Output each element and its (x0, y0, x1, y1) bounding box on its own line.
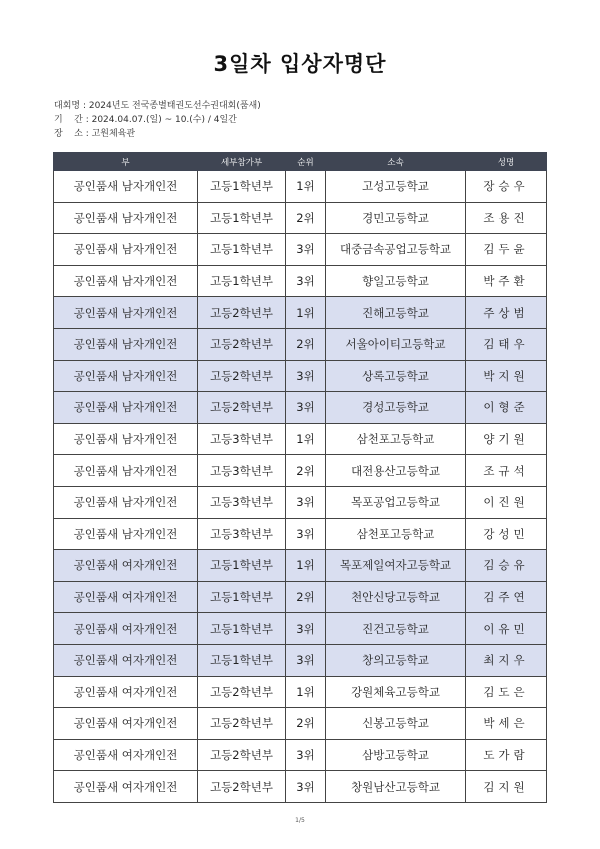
rank-cell: 3위 (286, 486, 326, 518)
table-row (54, 676, 547, 708)
name-cell: 도가람 (466, 739, 547, 771)
school-cell: 삼천포고등학교 (326, 423, 466, 455)
division-cell: 공인품새 여자개인전 (54, 550, 198, 582)
table-row (54, 423, 547, 455)
name-cell: 박지원 (466, 360, 547, 392)
school-cell: 강원체육고등학교 (326, 676, 466, 708)
division-cell: 공인품새 남자개인전 (54, 297, 198, 329)
event-period-label: 기 간 : (54, 115, 89, 125)
name-cell: 양기원 (466, 423, 547, 455)
subdivision-cell: 고등1학년부 (198, 613, 286, 645)
school-cell: 서울아이티고등학교 (326, 328, 466, 360)
event-info (54, 99, 261, 141)
rank-cell: 3위 (286, 518, 326, 550)
rank-cell: 3위 (286, 644, 326, 676)
rank-cell: 1위 (286, 171, 326, 203)
subdivision-cell: 고등2학년부 (198, 676, 286, 708)
subdivision-cell: 고등2학년부 (198, 328, 286, 360)
rank-cell: 1위 (286, 297, 326, 329)
table-row (54, 455, 547, 487)
division-cell: 공인품새 남자개인전 (54, 328, 198, 360)
table-row (54, 297, 547, 329)
division-cell: 공인품새 남자개인전 (54, 518, 198, 550)
school-cell: 대중금속공업고등학교 (326, 234, 466, 266)
table-row (54, 392, 547, 424)
rank-cell: 3위 (286, 613, 326, 645)
subdivision-cell: 고등3학년부 (198, 518, 286, 550)
division-cell: 공인품새 여자개인전 (54, 771, 198, 803)
division-cell: 공인품새 남자개인전 (54, 171, 198, 203)
division-cell: 공인품새 남자개인전 (54, 360, 198, 392)
rank-cell: 2위 (286, 581, 326, 613)
header-division: 부 (54, 153, 198, 171)
subdivision-cell: 고등2학년부 (198, 392, 286, 424)
rank-cell: 3위 (286, 392, 326, 424)
subdivision-cell: 고등2학년부 (198, 739, 286, 771)
table-row (54, 265, 547, 297)
header-rank: 순위 (286, 153, 326, 171)
division-cell: 공인품새 여자개인전 (54, 708, 198, 740)
school-cell: 신봉고등학교 (326, 708, 466, 740)
header-subdivision: 세부참가부 (198, 153, 286, 171)
school-cell: 경민고등학교 (326, 202, 466, 234)
table-header-row (54, 153, 547, 171)
event-period-line (54, 113, 261, 127)
name-cell: 장승우 (466, 171, 547, 203)
rank-cell: 2위 (286, 328, 326, 360)
subdivision-cell: 고등3학년부 (198, 486, 286, 518)
event-name-value: 2024년도 전국종별태권도선수권대회(품새) (88, 101, 261, 111)
rank-cell: 3위 (286, 265, 326, 297)
division-cell: 공인품새 남자개인전 (54, 486, 198, 518)
name-cell: 박주환 (466, 265, 547, 297)
subdivision-cell: 고등3학년부 (198, 455, 286, 487)
subdivision-cell: 고등1학년부 (198, 550, 286, 582)
school-cell: 삼천포고등학교 (326, 518, 466, 550)
table-row (54, 328, 547, 360)
division-cell: 공인품새 여자개인전 (54, 644, 198, 676)
division-cell: 공인품새 여자개인전 (54, 739, 198, 771)
name-cell: 이진원 (466, 486, 547, 518)
name-cell: 최지우 (466, 644, 547, 676)
winners-table (53, 152, 547, 803)
table-row (54, 613, 547, 645)
table-row (54, 550, 547, 582)
division-cell: 공인품새 남자개인전 (54, 423, 198, 455)
rank-cell: 2위 (286, 455, 326, 487)
table-row (54, 234, 547, 266)
name-cell: 김승유 (466, 550, 547, 582)
rank-cell: 3위 (286, 739, 326, 771)
subdivision-cell: 고등2학년부 (198, 297, 286, 329)
division-cell: 공인품새 남자개인전 (54, 265, 198, 297)
table-row (54, 518, 547, 550)
school-cell: 경성고등학교 (326, 392, 466, 424)
division-cell: 공인품새 여자개인전 (54, 613, 198, 645)
school-cell: 목포제일여자고등학교 (326, 550, 466, 582)
name-cell: 강성민 (466, 518, 547, 550)
division-cell: 공인품새 여자개인전 (54, 676, 198, 708)
subdivision-cell: 고등3학년부 (198, 423, 286, 455)
subdivision-cell: 고등1학년부 (198, 234, 286, 266)
school-cell: 천안신당고등학교 (326, 581, 466, 613)
rank-cell: 1위 (286, 676, 326, 708)
subdivision-cell: 고등2학년부 (198, 771, 286, 803)
subdivision-cell: 고등1학년부 (198, 202, 286, 234)
division-cell: 공인품새 남자개인전 (54, 202, 198, 234)
division-cell: 공인품새 남자개인전 (54, 392, 198, 424)
event-period-value: 2024.04.07.(일) ~ 10.(수) / 4일간 (91, 115, 237, 125)
school-cell: 창의고등학교 (326, 644, 466, 676)
subdivision-cell: 고등2학년부 (198, 708, 286, 740)
school-cell: 진해고등학교 (326, 297, 466, 329)
header-school: 소속 (326, 153, 466, 171)
table-body (54, 171, 547, 803)
subdivision-cell: 고등1학년부 (198, 581, 286, 613)
table-row (54, 739, 547, 771)
table-row (54, 360, 547, 392)
school-cell: 삼방고등학교 (326, 739, 466, 771)
table-row (54, 486, 547, 518)
header-name: 성명 (466, 153, 547, 171)
rank-cell: 3위 (286, 771, 326, 803)
name-cell: 김두윤 (466, 234, 547, 266)
page-title: 3일차 입상자명단 (213, 52, 387, 76)
name-cell: 김지원 (466, 771, 547, 803)
rank-cell: 2위 (286, 708, 326, 740)
school-cell: 창원남산고등학교 (326, 771, 466, 803)
subdivision-cell: 고등1학년부 (198, 265, 286, 297)
event-venue-value: 고원체육관 (91, 129, 136, 139)
table-row (54, 771, 547, 803)
event-name-label: 대회명 : (54, 101, 86, 111)
name-cell: 조규석 (466, 455, 547, 487)
school-cell: 고성고등학교 (326, 171, 466, 203)
division-cell: 공인품새 남자개인전 (54, 234, 198, 266)
school-cell: 향일고등학교 (326, 265, 466, 297)
name-cell: 조용진 (466, 202, 547, 234)
name-cell: 김태우 (466, 328, 547, 360)
name-cell: 이형준 (466, 392, 547, 424)
event-venue-line (54, 127, 261, 141)
name-cell: 김도은 (466, 676, 547, 708)
school-cell: 목포공업고등학교 (326, 486, 466, 518)
rank-cell: 3위 (286, 234, 326, 266)
name-cell: 김주연 (466, 581, 547, 613)
name-cell: 박세은 (466, 708, 547, 740)
event-name-line (54, 99, 261, 113)
rank-cell: 2위 (286, 202, 326, 234)
rank-cell: 3위 (286, 360, 326, 392)
rank-cell: 1위 (286, 423, 326, 455)
page-number: 1/5 (295, 817, 305, 824)
table-row (54, 171, 547, 203)
subdivision-cell: 고등1학년부 (198, 644, 286, 676)
name-cell: 주상범 (466, 297, 547, 329)
table-row (54, 708, 547, 740)
table-row (54, 202, 547, 234)
table-row (54, 644, 547, 676)
subdivision-cell: 고등2학년부 (198, 360, 286, 392)
name-cell: 이유민 (466, 613, 547, 645)
division-cell: 공인품새 남자개인전 (54, 455, 198, 487)
school-cell: 대전용산고등학교 (326, 455, 466, 487)
division-cell: 공인품새 여자개인전 (54, 581, 198, 613)
school-cell: 진건고등학교 (326, 613, 466, 645)
school-cell: 상록고등학교 (326, 360, 466, 392)
event-venue-label: 장 소 : (54, 129, 89, 139)
rank-cell: 1위 (286, 550, 326, 582)
table-row (54, 581, 547, 613)
subdivision-cell: 고등1학년부 (198, 171, 286, 203)
